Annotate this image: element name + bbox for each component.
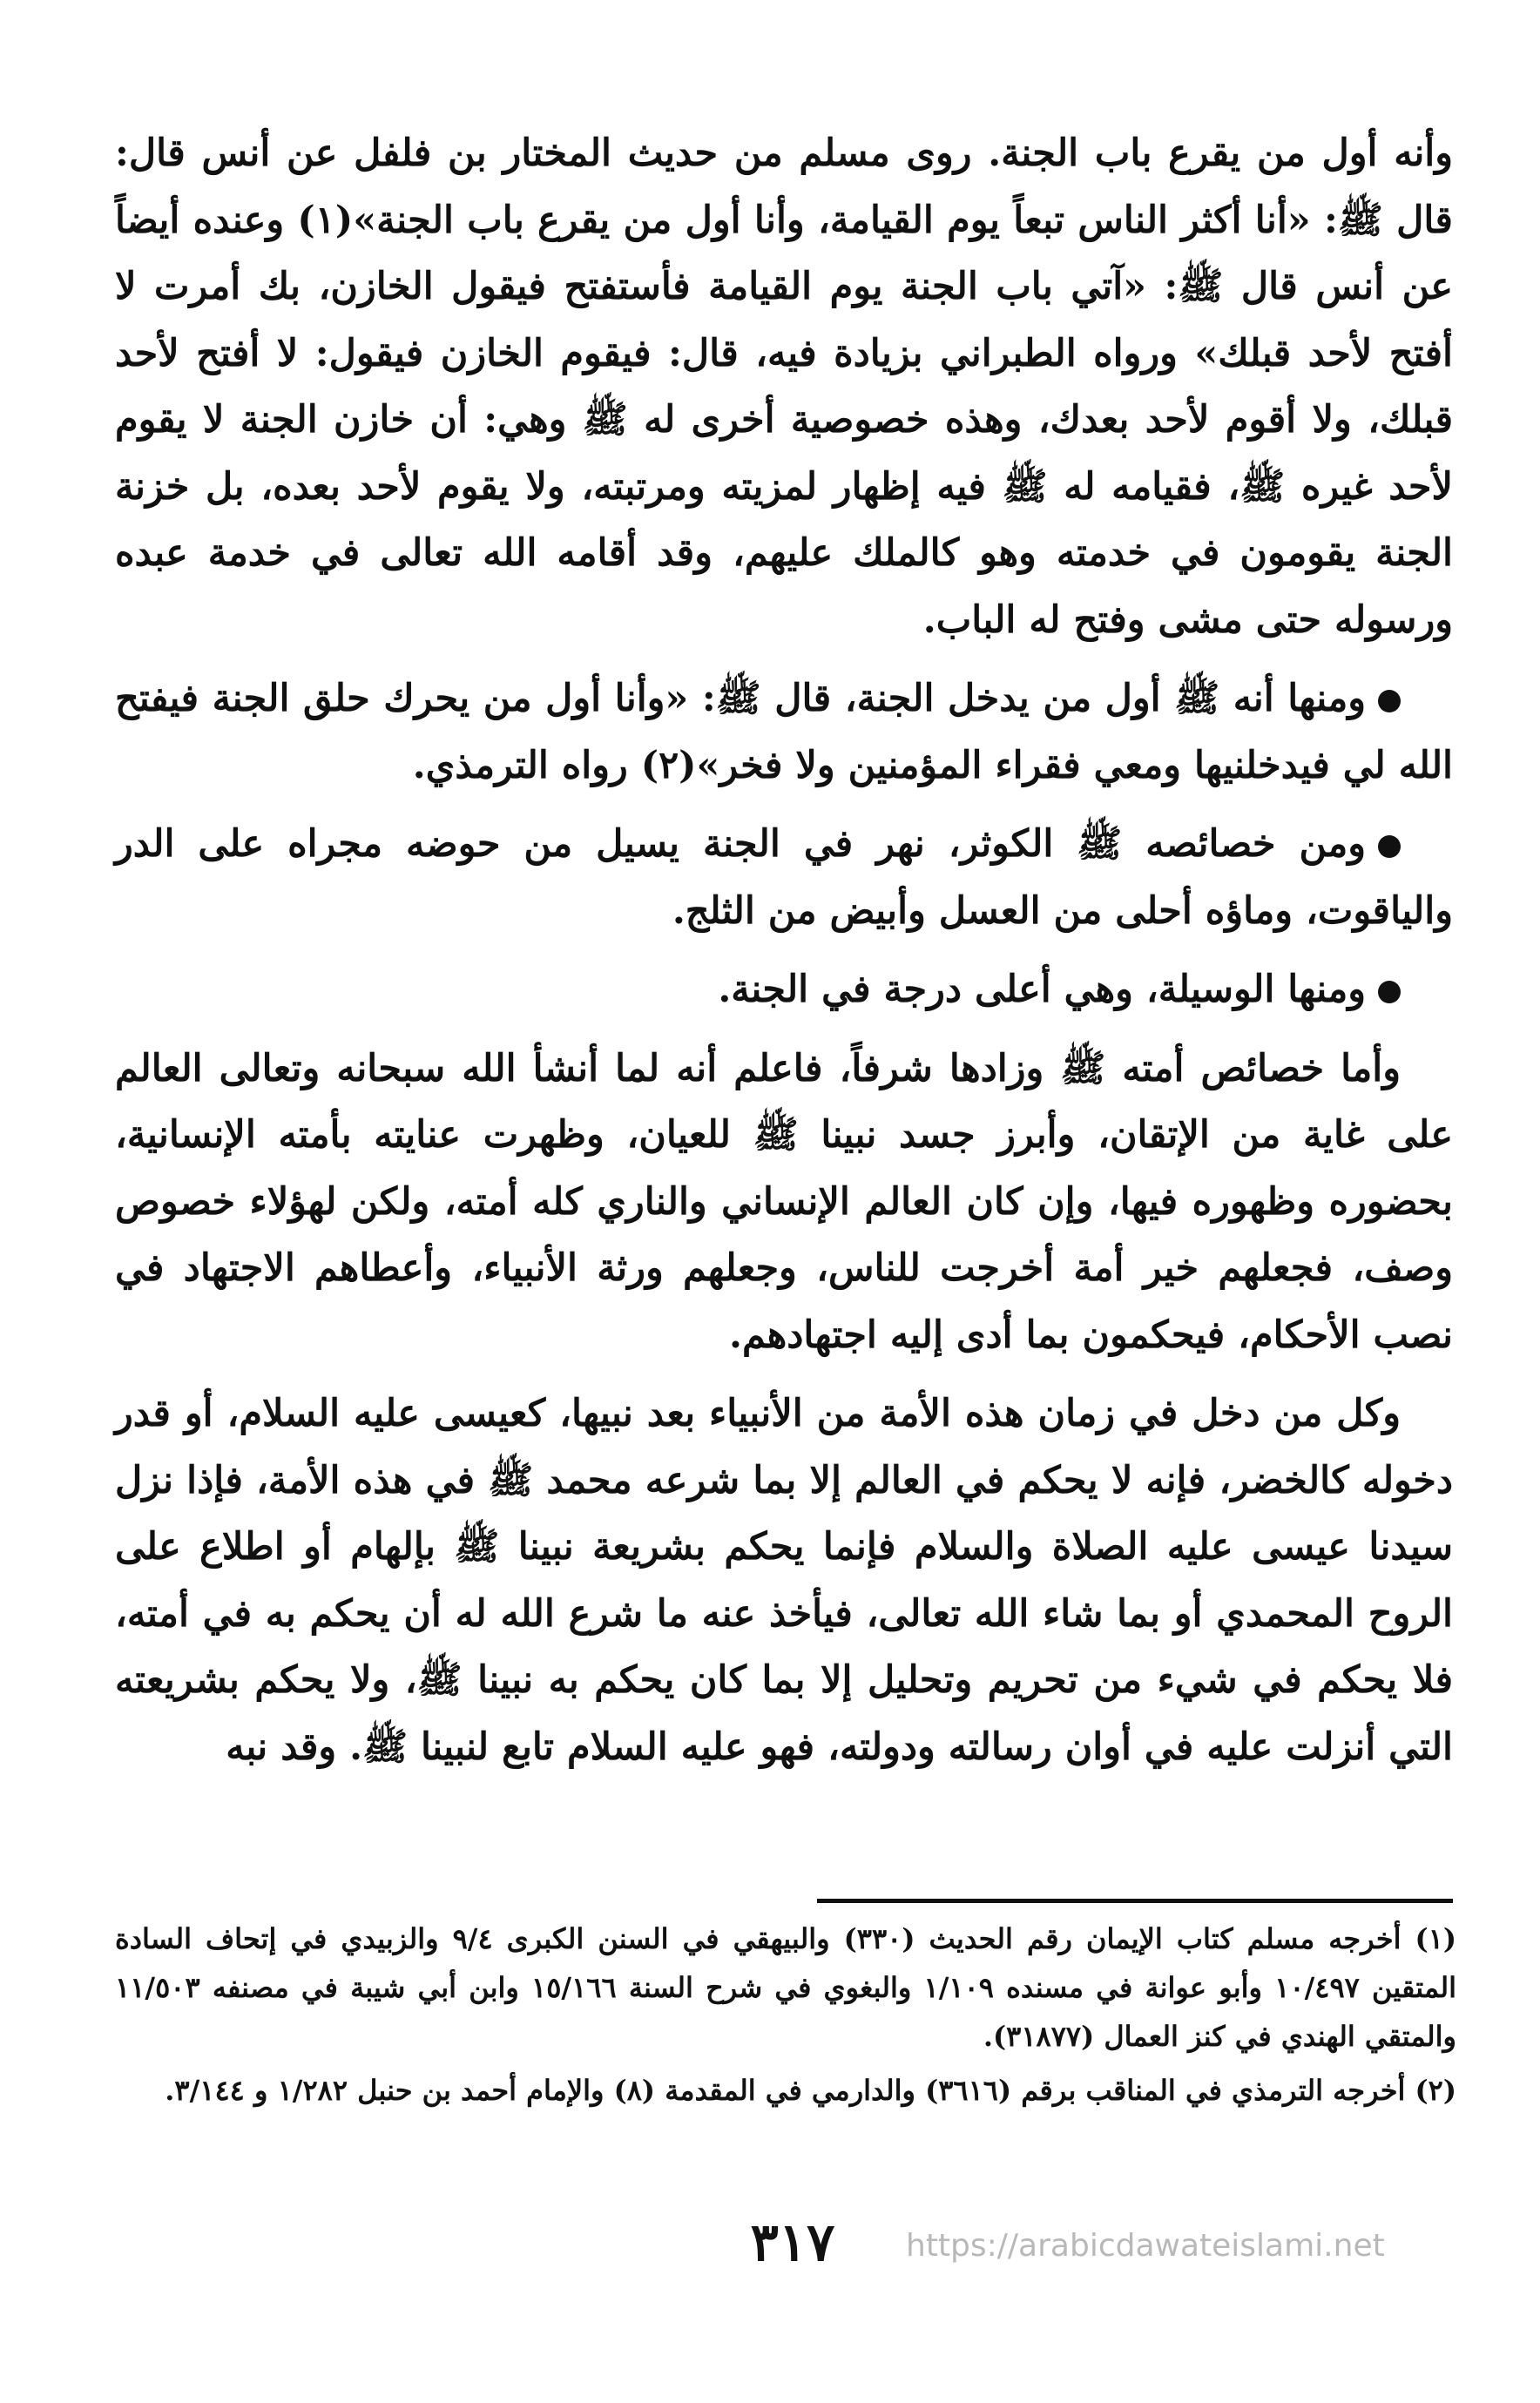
footnotes (115, 1914, 1456, 2120)
paragraph-bullet-3: ومنها الوسيلة، وهي أعلى درجة في الجنة. (115, 956, 1453, 1023)
footnote-2: (٢) أخرجه الترمذي في المناقب برقم (٣٦١٦) والدارمي في المقدمة (٨) والإمام أحمد بن حنبل ١/٢٨٢ و ٣/١٤٤. (165, 2074, 1456, 2107)
watermark-url: https://arabicdawateislami.net (906, 2228, 1385, 2264)
bullet-icon (1378, 981, 1401, 1003)
page-number: ٣١٧ (750, 2212, 835, 2273)
main-text (115, 120, 1453, 1792)
paragraph-first: وأنه أول من يقرع باب الجنة. روى مسلم من حديث المختار بن فلفل عن أنس قال: قال ﷺ: «أنا أكثر الناس تبعاً يوم القيامة، وأنا أول من يقرع باب الجنة»(١) وعنده أيضاً عن أنس قال ﷺ: «آتي باب الجنة يوم القيامة فأستفتح فيقول الخازن، بك أمرت لا أفتح لأحد قبلك» ورواه الطبراني بزيادة فيه، قال: فيقوم الخازن فيقول: لا أفتح لأحد قبلك، ولا أقوم لأحد بعدك، وهذه خصوصية أخرى له ﷺ وهي: أن خازن الجنة لا يقوم لأحد غيره ﷺ، فقيامه له ﷺ فيه إظهار لمزيته ومرتبته، ولا يقوم لأحد بعده، بل خزنة الجنة يقومون في خدمته وهو كالملك عليهم، وقد أقامه الله تعالى في خدمة عبده ورسوله حتى مشى وفتح له الباب. (115, 132, 1453, 642)
paragraph-ummah: وأما خصائص أمته ﷺ وزادها شرفاً، فاعلم أنه لما أنشأ الله سبحانه وتعالى العالم على غاية من الإتقان، وأبرز جسد نبينا ﷺ للعيان، وظهرت عنايته بأمته الإنسانية، بحضوره وظهوره فيها، وإن كان العالم الإنساني والناري كله أمته، ولكن لهؤلاء خصوص وصف، فجعلهم خير أمة أخرجت للناس، وجعلهم ورثة الأنبياء، وأعطاهم الاجتهاد في نصب الأحكام، فيحكمون بما أدى إليه اجتهادهم. (115, 1046, 1453, 1357)
footnote-1: (١) أخرجه مسلم كتاب الإيمان رقم الحديث (٣٣٠) والبيهقي في السنن الكبرى ٩/٤ والزبيدي في إتحاف السادة المتقين ١٠/٤٩٧ وأبو عوانة في مسنده ١/١٠٩ والبغوي في شرح السنة ١٥/١٦٦ وابن أبي شيبة في مصنفه ١١/٥٠٣ والمتقي الهندي في كنز العمال (٣١٨٧٧). (115, 1922, 1457, 2053)
footnote-divider (817, 1899, 1453, 1903)
paragraph-bullet-1: ومنها أنه ﷺ أول من يدخل الجنة، قال ﷺ: «وأنا أول من يحرك حلق الجنة فيفتح الله لي فيدخلنيها ومعي فقراء المؤمنين ولا فخر»(٢) رواه الترمذي. (115, 677, 1453, 787)
bullet-icon (1378, 835, 1401, 858)
paragraph-bullet-2: ومن خصائصه ﷺ الكوثر، نهر في الجنة يسيل من حوضه مجراه على الدر والياقوت، وماؤه أحلى من العسل وأبيض من الثلج. (115, 822, 1453, 933)
paragraph-prophets: وكل من دخل في زمان هذه الأمة من الأنبياء بعد نبيها، كعيسى عليه السلام، أو قدر دخوله كالخضر، فإنه لا يحكم في العالم إلا بما شرعه محمد ﷺ في هذه الأمة، فإذا نزل سيدنا عيسى عليه الصلاة والسلام فإنما يحكم بشريعة نبينا ﷺ بإلهام أو اطلاع على الروح المحمدي أو بما شاء الله تعالى، فيأخذ عنه ما شرع الله له أن يحكم به في أمته، فلا يحكم في شيء من تحريم وتحليل إلا بما كان يحكم به نبينا ﷺ، ولا يحكم بشريعته التي أنزلت عليه في أوان رسالته ودولته، فهو عليه السلام تابع لنبينا ﷺ. وقد نبه (115, 1392, 1453, 1769)
bullet-icon (1378, 690, 1401, 712)
